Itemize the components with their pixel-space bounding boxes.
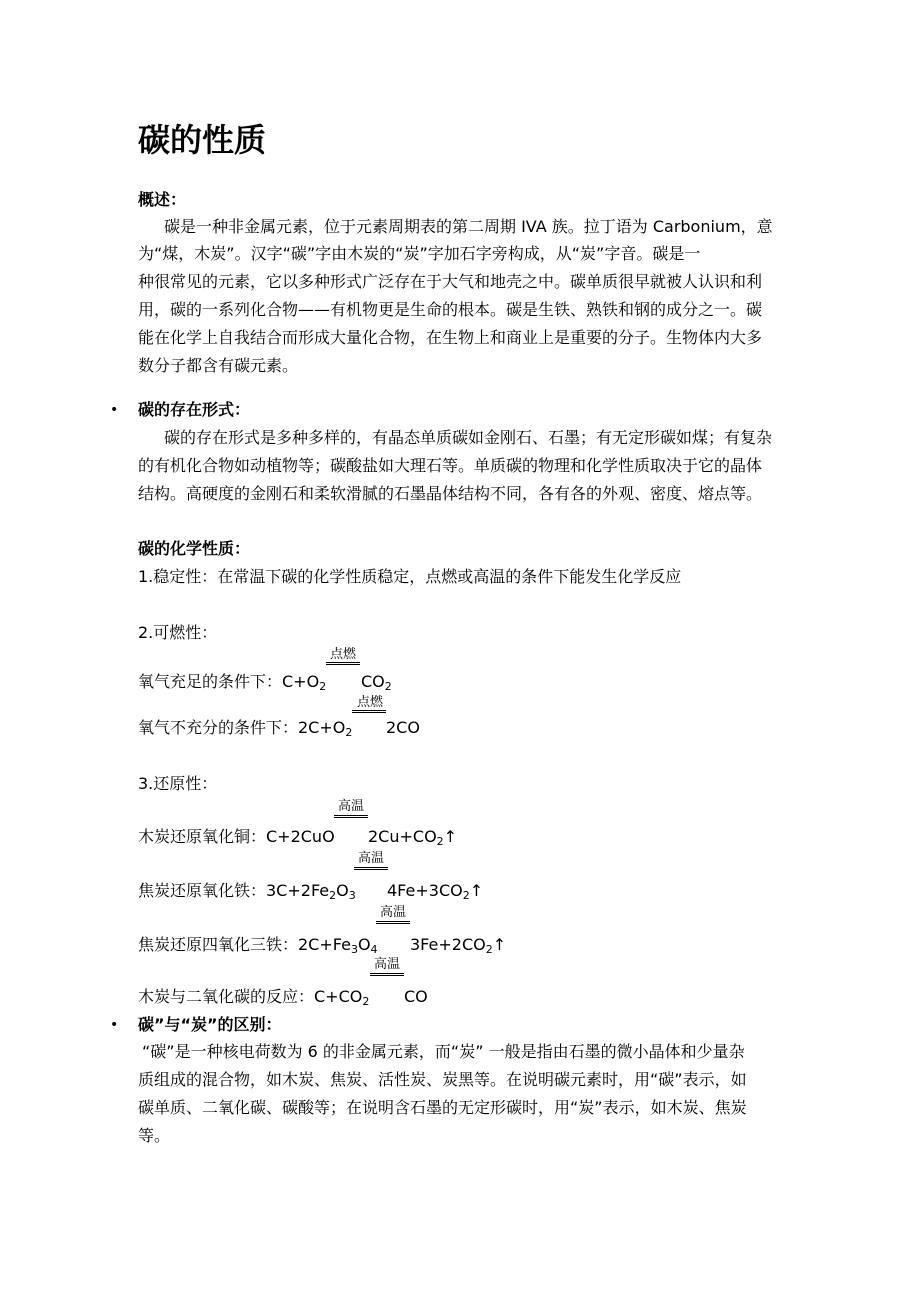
equation-combustion-full: 氧气充足的条件下：$C+O_2$ [138, 672, 327, 693]
stability-text: 1.稳定性：在常温下碳的化学性质稳定，点燃或高温的条件下能发生化学反应 [138, 567, 682, 586]
equals-sign [334, 815, 368, 818]
page-title: 碳的性质 [138, 121, 267, 159]
equals-sign [354, 867, 388, 870]
equation-combustion-partial: 氧气不充分的条件下：$2C+O_2$ [138, 718, 353, 739]
equals-sign [326, 662, 360, 665]
equation-fe3o4: 焦炭还原四氧化三铁：$2C+Fe_3O_4$ [138, 935, 378, 956]
equation-co2: 木炭与二氧化碳的反应：$C+CO_2$ [138, 987, 370, 1008]
existence-line: 的有机化合物如动植物等；碳酸盐如大理石等。单质碳的物理和化学性质取决于它的晶体 [138, 456, 763, 475]
bullet: • [110, 402, 119, 418]
existence-heading: 碳的存在形式： [138, 400, 251, 419]
equals-sign [352, 710, 386, 713]
difference-line: “碳”是一种核电荷数为 6 的非金属元素，而“炭” 一般是指由石墨的微小晶体和少量杂 [142, 1042, 745, 1061]
overview-line: 碳是一种非金属元素，位于元素周期表的第二周期 IVA 族。拉丁语为 Carbonium，意 [164, 217, 773, 236]
existence-line: 碳的存在形式是多种多样的，有晶态单质碳如金刚石、石墨；有无定形碳如煤；有复杂 [164, 428, 773, 447]
reaction-condition: 高温 [379, 905, 406, 920]
existence-line: 结构。高硬度的金刚石和柔软滑腻的石墨晶体结构不同，各有各的外观、密度、熔点等。 [138, 484, 763, 503]
bullet: • [110, 1017, 119, 1033]
reaction-condition: 高温 [357, 851, 384, 866]
overview-line: 能在化学上自我结合而形成大量化合物，在生物上和商业上是重要的分子。生物体内大多 [138, 328, 763, 347]
reaction-condition: 高温 [373, 957, 400, 972]
product: CO [404, 987, 428, 1006]
reaction-condition: 点燃 [356, 695, 383, 710]
reaction-condition: 点燃 [329, 647, 356, 662]
reducibility-heading: 3.还原性： [138, 774, 218, 793]
product: $2Cu+CO_2↑$ [368, 827, 458, 848]
difference-heading: 碳”与“炭”的区别： [138, 1015, 282, 1034]
product: $4Fe+3CO_2↑$ [387, 881, 484, 902]
difference-line: 质组成的混合物，如木炭、焦炭、活性炭、炭黑等。在说明碳元素时，用“碳”表示，如 [138, 1070, 747, 1089]
equation-cuo: 木炭还原氧化铜：C+2CuO [138, 827, 335, 846]
combustibility-heading: 2.可燃性： [138, 623, 218, 642]
difference-line: 等。 [138, 1126, 171, 1145]
chemical-heading: 碳的化学性质： [138, 539, 251, 558]
difference-line: 碳单质、二氧化碳、碳酸等；在说明含石墨的无定形碳时，用“炭”表示，如木炭、焦炭 [138, 1098, 747, 1117]
equation-fe2o3: 焦炭还原氧化铁：$3C+2Fe_2O_3$ [138, 881, 356, 902]
overview-line: 为“煤，木炭”。汉字“碳”字由木炭的“炭”字加石字旁构成，从“炭”字音。碳是一 [138, 244, 701, 263]
equals-sign [370, 973, 404, 976]
overview-line: 用，碳的一系列化合物——有机物更是生命的根本。碳是生铁、熟铁和钢的成分之一。碳 [138, 300, 763, 319]
product: $3Fe+2CO_2↑$ [410, 935, 507, 956]
product: $CO_2$ [361, 672, 392, 693]
product: 2CO [386, 718, 420, 737]
equals-sign [376, 921, 410, 924]
overview-line: 数分子都含有碳元素。 [138, 356, 299, 375]
overview-line: 种很常见的元素，它以多种形式广泛存在于大气和地壳之中。碳单质很早就被人认识和利 [138, 272, 763, 291]
overview-heading: 概述： [138, 190, 187, 209]
reaction-condition: 高温 [337, 799, 364, 814]
